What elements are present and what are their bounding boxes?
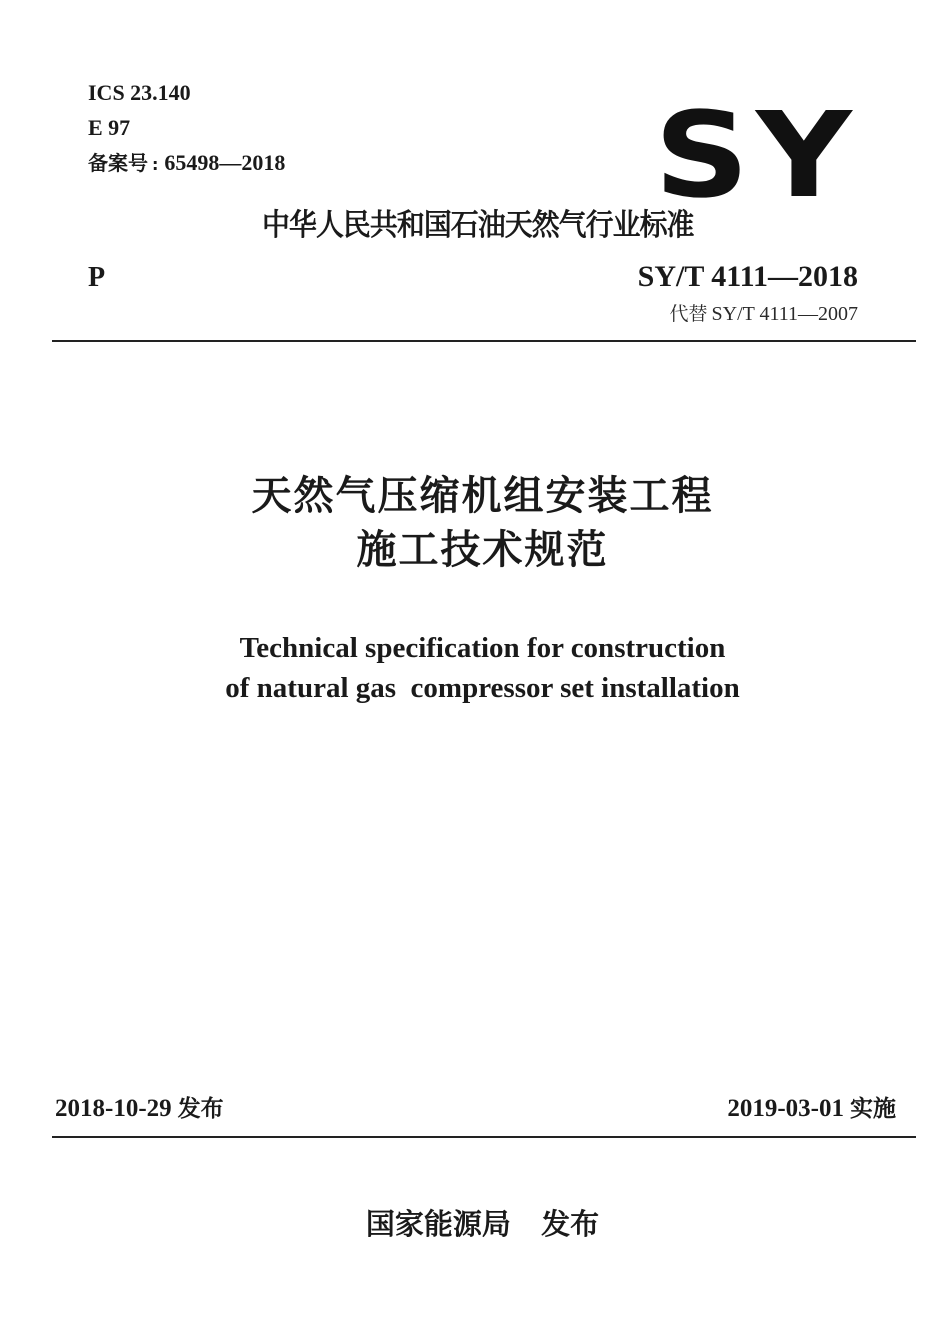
replaces-number: SY/T 4111—2007: [711, 303, 858, 325]
title-cn-line-1: 天然气压缩机组安装工程: [251, 473, 714, 519]
filing-label: 备案号: [88, 151, 148, 175]
filing-number: [88, 150, 285, 178]
sy-logo: SY: [653, 86, 858, 224]
category-letter: P: [88, 262, 106, 293]
implementation-label: 实施: [850, 1096, 896, 1122]
top-divider: [52, 340, 916, 342]
standard-number: SY/T 4111—2018: [637, 260, 858, 293]
issue-date-value: 2018-10-29: [55, 1095, 172, 1122]
replaces-label: 代替: [669, 303, 708, 325]
filing-colon: :: [152, 155, 159, 174]
title-en-line-1: Technical specification for construction: [239, 632, 726, 664]
bottom-divider: [52, 1136, 916, 1138]
implementation-date: [727, 1094, 896, 1124]
implementation-date-value: 2019-03-01: [727, 1095, 844, 1122]
classification-code: E 97: [88, 115, 131, 140]
title-en-line-2: of natural gas compressor set installation: [225, 672, 740, 704]
replaces-line: [669, 302, 858, 326]
publisher: 国家能源局 发布: [365, 1207, 600, 1241]
filing-value: 65498—2018: [164, 150, 286, 175]
title-cn-line-2: 施工技术规范: [356, 527, 609, 573]
issue-date: [55, 1094, 224, 1124]
industry-standard-title: 中华人民共和国石油天然气行业标准: [262, 208, 694, 243]
issue-label: 发布: [177, 1096, 224, 1122]
ics-code: ICS 23.140: [88, 80, 191, 105]
